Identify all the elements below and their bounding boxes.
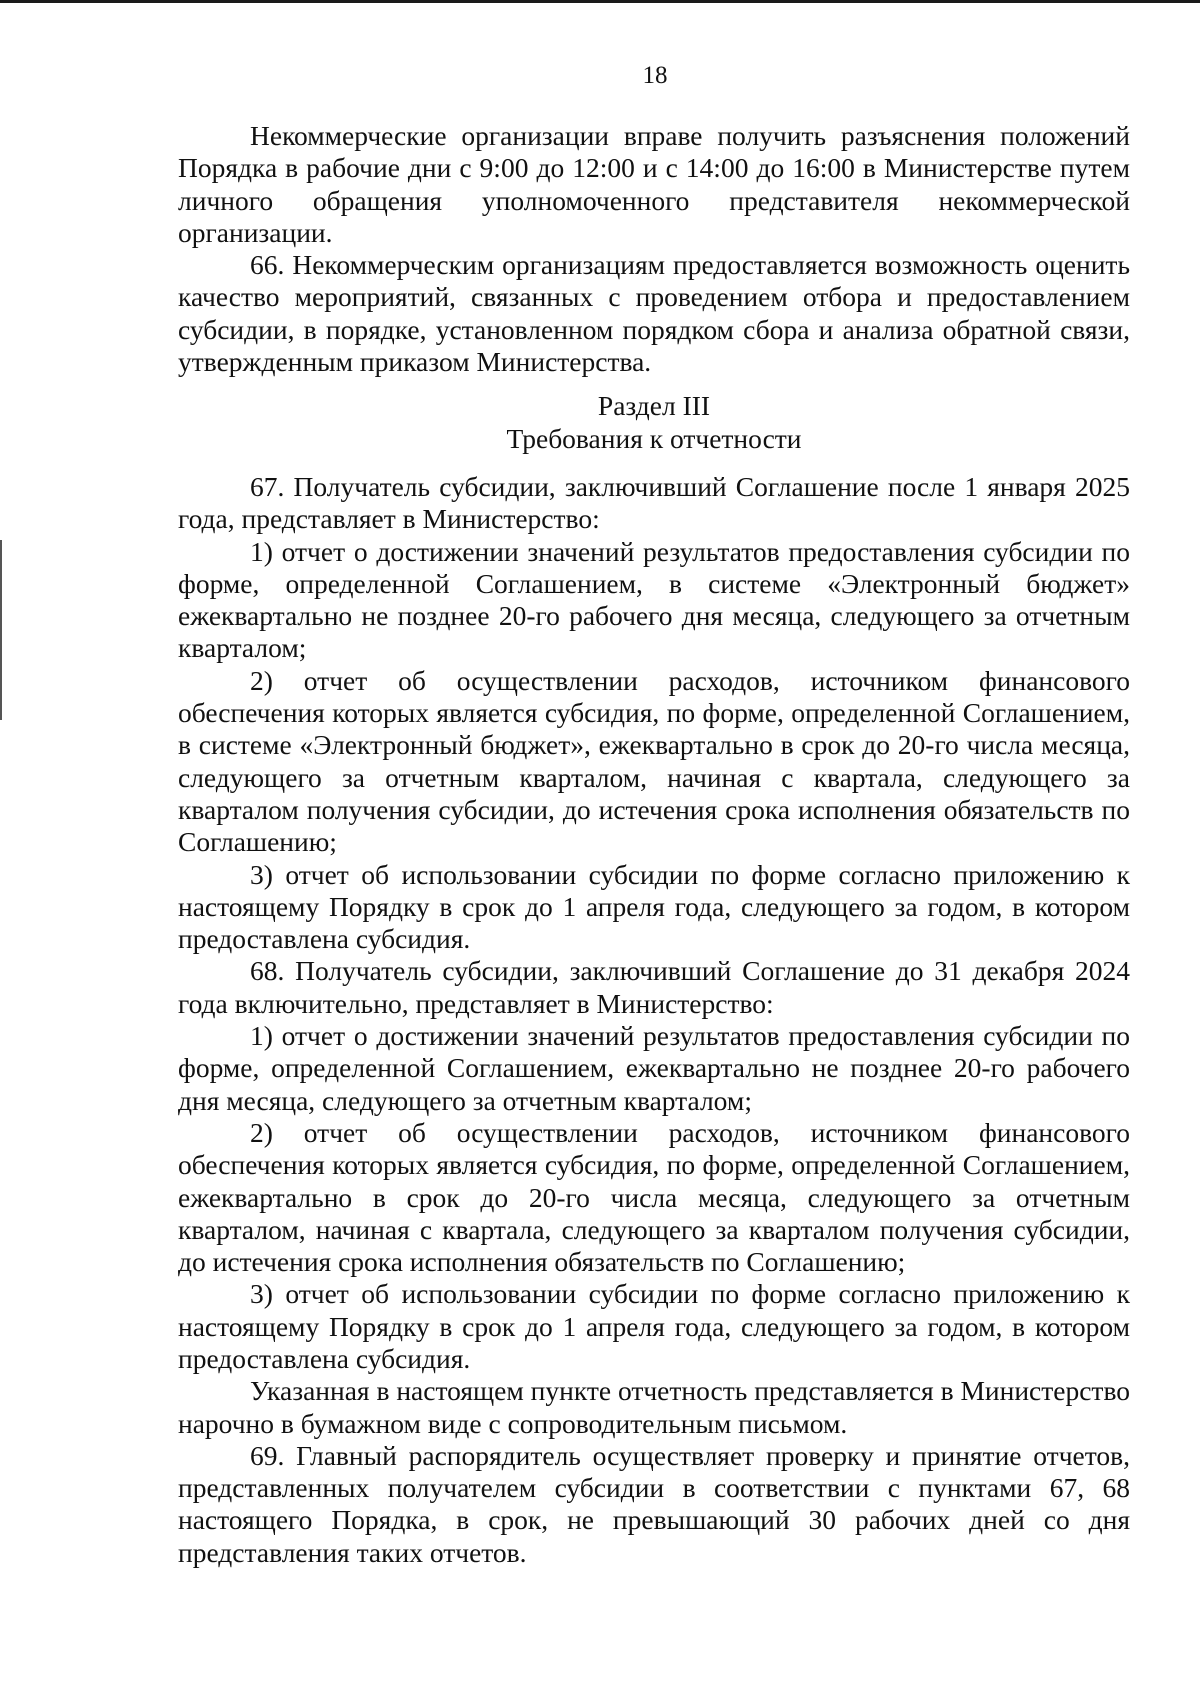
section-number: Раздел III bbox=[597, 390, 711, 422]
paragraph-intro: Некоммерческие организации вправе получить разъяснения положений Порядка в рабочие дни с 9:00 до 12:00 и с 14:00 до 16:00 в Министерстве путем личного обращения уполномоченного представителя некоммерческой организации. bbox=[178, 120, 1130, 248]
paragraph-68-note: Указанная в настоящем пункте отчетность представляется в Министерство нарочно в бумажном виде с сопроводительным письмом. bbox=[178, 1375, 1130, 1439]
scan-border-left bbox=[0, 540, 2, 720]
document-body bbox=[178, 120, 1130, 1569]
paragraph-67: 67. Получатель субсидии, заключивший Соглашение после 1 января 2025 года, представляет в Министерство: bbox=[178, 470, 1130, 535]
paragraph-68-item-1: 1) отчет о достижении значений результатов предоставления субсидии по форме, определенной Соглашением, ежеквартально не позднее 20-го рабочего дня месяца, следующего за отчетным кварталом; bbox=[178, 1020, 1130, 1116]
paragraph-68-item-2: 2) отчет об осуществлении расходов, источником финансового обеспечения которых является субсидия, по форме, определенной Соглашением, ежеквартально в срок до 20-го числа месяца, следующего за отчетным кварталом, начиная с квартала, следующего за кварталом получения субсидии, до истечения срока исполнения обязательств по Соглашению; bbox=[178, 1116, 1130, 1278]
paragraph-67-item-2: 2) отчет об осуществлении расходов, источником финансового обеспечения которых является субсидия, по форме, определенной Соглашением, в системе «Электронный бюджет», ежеквартально в срок до 20-го числа месяца, следующего за отчетным кварталом, начиная с квартала, следующего за кварталом получения субсидии, до истечения срока исполнения обязательств по Соглашению; bbox=[178, 664, 1130, 858]
page-number: 18 bbox=[642, 62, 668, 89]
paragraph-69: 69. Главный распорядитель осуществляет проверку и принятие отчетов, представленных получателем субсидии в соответствии с пунктами 67, 68 настоящего Порядка, в срок, не превышающий 30 рабочих дней со дня представления таких отчетов. bbox=[178, 1439, 1130, 1568]
section-heading bbox=[178, 390, 1130, 455]
paragraph-66: 66. Некоммерческим организациям предоставляется возможность оценить качество мероприятий, связанных с проведением отбора и предоставлением субсидии, в порядке, установленном порядком сбора и анализа обратной связи, утвержденным приказом Министерства. bbox=[178, 249, 1130, 378]
paragraph-68-item-3: 3) отчет об использовании субсидии по форме согласно приложению к настоящему Порядку в срок до 1 апреля года, следующего за годом, в котором предоставлена субсидия. bbox=[178, 1278, 1130, 1374]
section-title: Требования к отчетности bbox=[506, 422, 802, 454]
paragraph-68: 68. Получатель субсидии, заключивший Соглашение до 31 декабря 2024 года включительно, представляет в Министерство: bbox=[178, 955, 1130, 1019]
paragraph-67-item-1: 1) отчет о достижении значений результатов предоставления субсидии по форме, определенной Соглашением, в системе «Электронный бюджет» ежеквартально не позднее 20-го рабочего дня месяца, следующего за отчетным кварталом; bbox=[178, 535, 1130, 664]
paragraph-67-item-3: 3) отчет об использовании субсидии по форме согласно приложению к настоящему Порядку в срок до 1 апреля года, следующего за годом, в котором предоставлена субсидия. bbox=[178, 858, 1130, 955]
scan-border-top bbox=[0, 0, 1200, 3]
